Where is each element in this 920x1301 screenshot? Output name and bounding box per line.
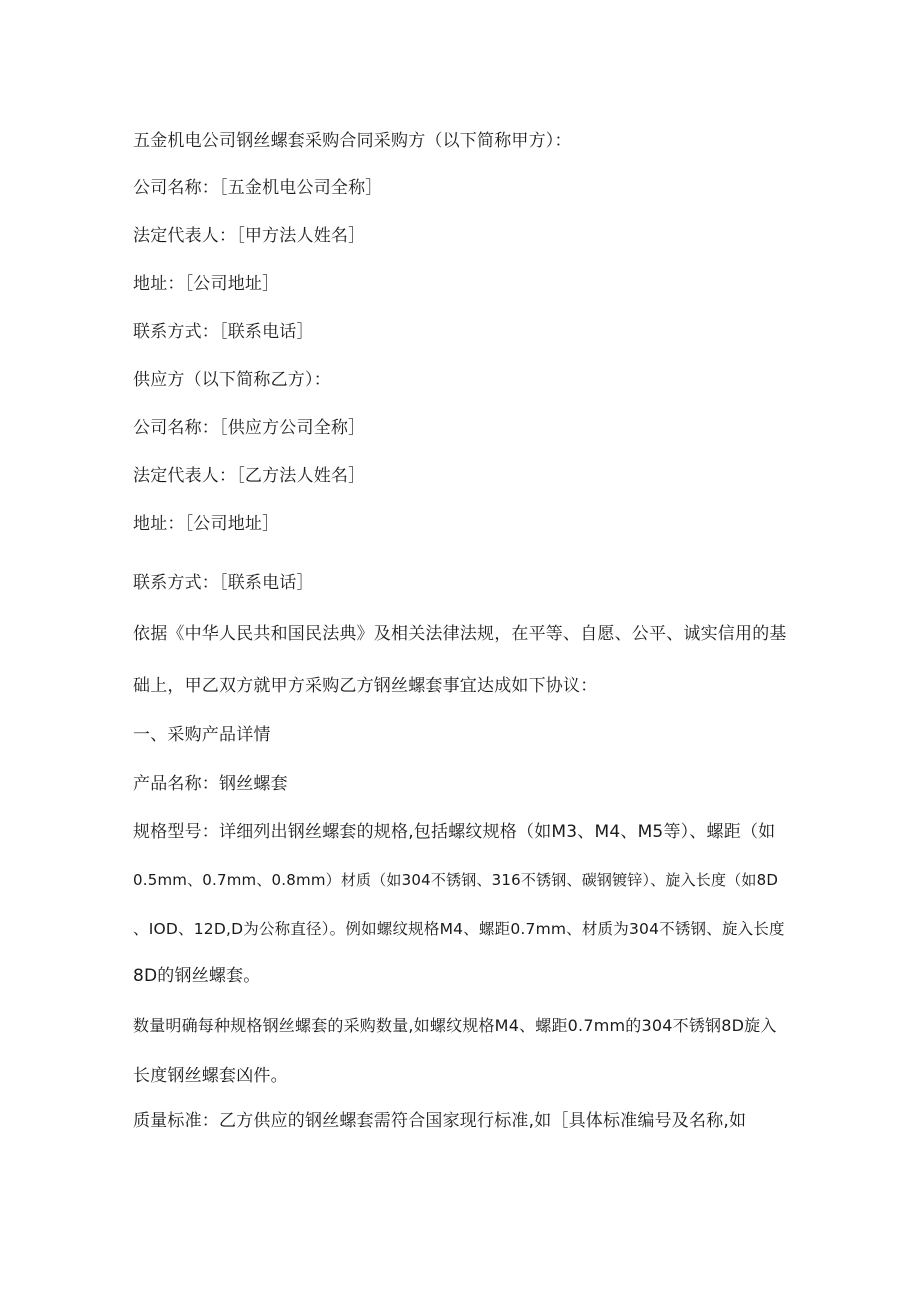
spec-line-1: 规格型号：详细列出钢丝螺套的规格,包括螺纹规格（如M3、M4、M5等）、螺距（如 <box>133 822 776 842</box>
spec-line-3: 、IOD、12D,D为公称直径）。例如螺纹规格M4、螺距0.7mm、材质为304不锈钢、旋入长度 <box>133 920 785 938</box>
spec-line-2: 0.5mm、0.7mm、0.8mm）材质（如304不锈钢、316不锈钢、碳钢镀锌）、旋入长度（如8D <box>133 871 779 889</box>
contract-title-buyer-heading: 五金机电公司钢丝螺套采购合同采购方（以下简称甲方）： <box>133 131 572 151</box>
spec-line-4: 8D的钢丝螺套。 <box>133 966 261 986</box>
quantity-line-1: 数量明确每种规格钢丝螺套的采购数量,如螺纹规格M4、螺距0.7mm的304不锈钢8D旋入 <box>133 1016 777 1035</box>
buyer-contact: 联系方式：［联系电话］ <box>133 322 314 342</box>
preamble-line-1: 依据《中华人民共和国民法典》及相关法律法规，在平等、自愿、公平、诚实信用的基 <box>133 624 787 644</box>
supplier-company-name: 公司名称：［供应方公司全称］ <box>133 418 366 438</box>
section-heading-product: 一、采购产品详情 <box>133 725 271 745</box>
buyer-address: 地址：［公司地址］ <box>133 274 280 294</box>
supplier-contact: 联系方式：［联系电话］ <box>133 573 314 593</box>
quality-standard-line: 质量标准：乙方供应的钢丝螺套需符合国家现行标准,如［具体标准编号及名称,如 <box>133 1111 747 1131</box>
preamble-line-2: 础上，甲乙双方就甲方采购乙方钢丝螺套事宜达成如下协议： <box>133 676 598 696</box>
buyer-legal-representative: 法定代表人：［甲方法人姓名］ <box>133 226 366 246</box>
buyer-company-name: 公司名称：［五金机电公司全称］ <box>133 178 383 198</box>
supplier-legal-representative: 法定代表人：［乙方法人姓名］ <box>133 466 366 486</box>
product-name: 产品名称：钢丝螺套 <box>133 774 288 794</box>
supplier-address: 地址：［公司地址］ <box>133 514 280 534</box>
quantity-line-2: 长度钢丝螺套凶件。 <box>133 1066 288 1086</box>
supplier-heading: 供应方（以下简称乙方）： <box>133 370 331 390</box>
